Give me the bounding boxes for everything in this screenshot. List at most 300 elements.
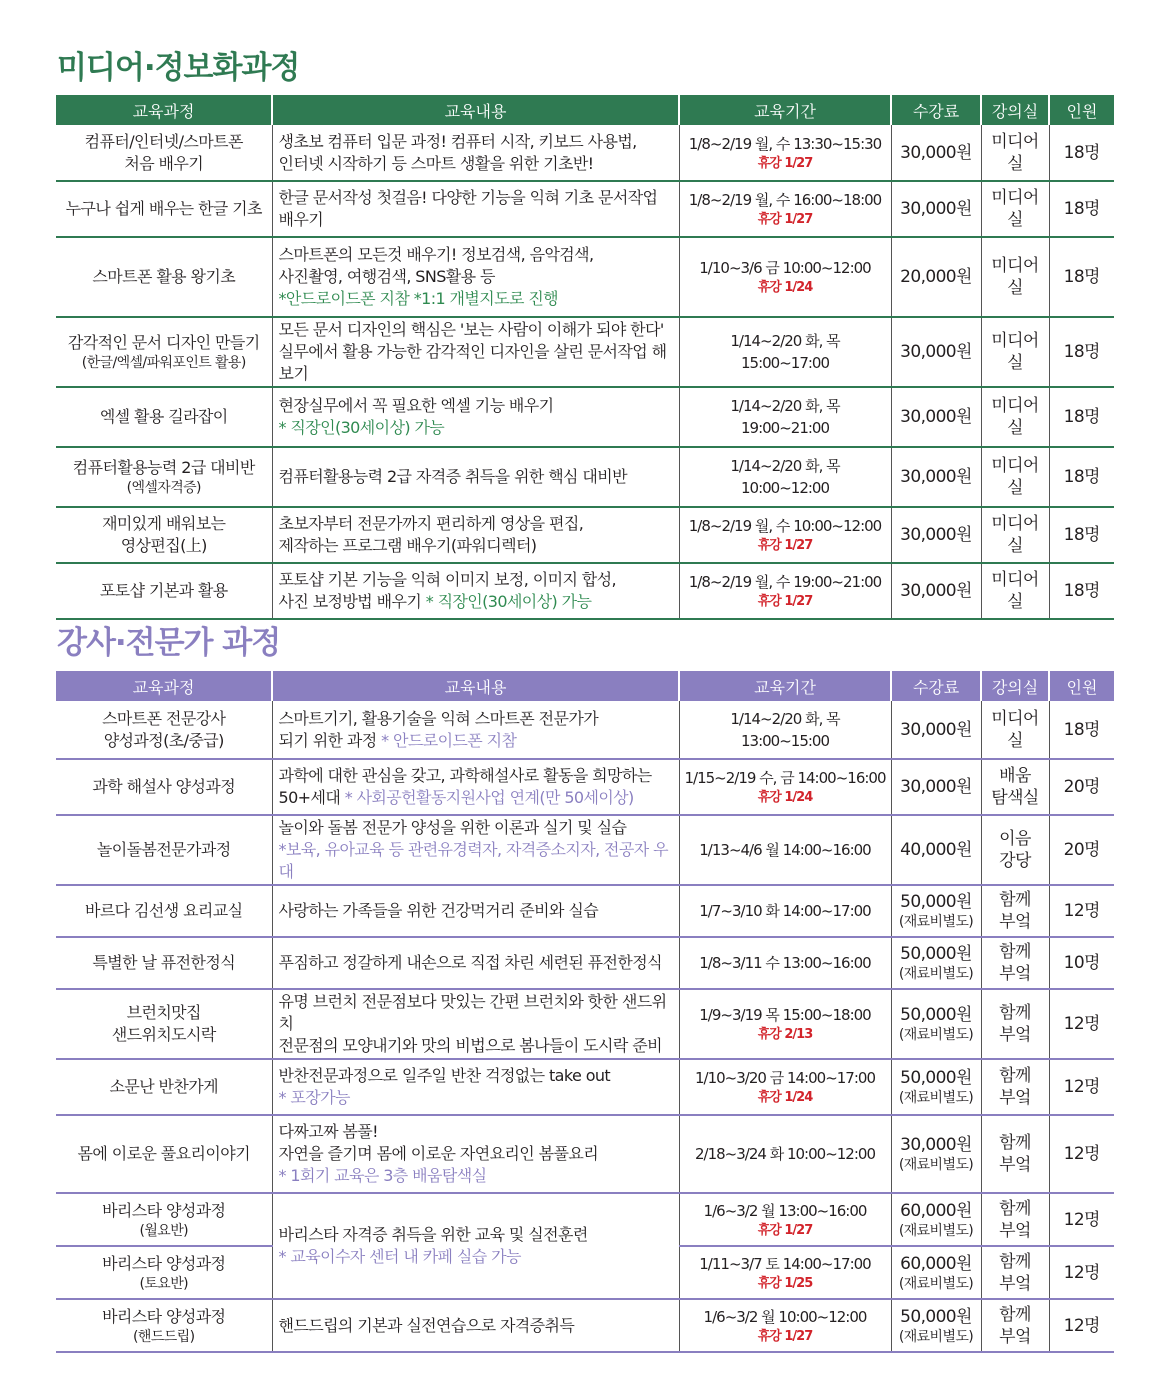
fee-cell: [891, 937, 981, 989]
fee-cell: [891, 447, 981, 507]
room-name: 미디어실: [991, 456, 1039, 498]
room-name: 미디어실: [991, 131, 1039, 174]
media-course-table: [56, 95, 1114, 620]
fee-amount: 30,000원: [900, 525, 972, 545]
period-cell: [679, 885, 891, 937]
course-name: 감각적인 문서 디자인 만들기: [67, 333, 260, 352]
course-name-cell: [56, 237, 272, 317]
column-header: 교육기간: [679, 95, 891, 125]
period-text: 1/14~2/20 화, 목: [730, 332, 840, 350]
table-row: [56, 815, 1114, 885]
room-name: 미디어실: [991, 331, 1039, 373]
room-cell: [981, 125, 1049, 181]
period-text: 1/14~2/20 화, 목: [730, 709, 840, 728]
table-row: [56, 1193, 1114, 1246]
course-content-line: 50+세대 * 사회공헌활동지원사업 연계(만 50세이상): [278, 788, 634, 807]
room-name: 함께: [999, 1304, 1031, 1325]
column-header: 교육내용: [272, 95, 679, 125]
section-title-media: 미디어·정보화과정: [57, 50, 300, 86]
course-subtitle: (엑셀자격증): [126, 480, 201, 496]
course-name: 컴퓨터활용능력 2급 대비반: [72, 458, 255, 477]
table-row: [56, 989, 1114, 1059]
fee-note: (재료비별도): [898, 1157, 974, 1173]
period-cell: [679, 447, 891, 507]
fee-note: (재료비별도): [898, 914, 974, 930]
period-text: 1/8~2/19 월, 수 10:00~12:00: [688, 517, 882, 535]
capacity-cell: 12명: [1049, 885, 1114, 937]
period-cell: [679, 387, 891, 447]
period-text: 1/11~3/7 토 14:00~17:00: [699, 1254, 871, 1273]
period-cell: [679, 125, 891, 181]
fee-amount: 30,000원: [900, 407, 972, 427]
course-content-line: 한글 문서작성 첫걸음! 다양한 기능을 익혀 기초 문서작업 배우기: [278, 188, 658, 229]
table-row: [56, 563, 1114, 619]
period-text: 1/15~2/19 수, 금 14:00~16:00: [684, 769, 886, 787]
capacity-cell: 18명: [1049, 387, 1114, 447]
course-content-cell: [272, 317, 679, 387]
period-text: 1/10~3/6 금 10:00~12:00: [699, 259, 871, 277]
period-cell: [679, 759, 891, 815]
course-content-cell: [272, 1193, 679, 1299]
course-content-line: 자연을 즐기며 몸에 이로운 자연요리인 봄풀요리: [278, 1144, 599, 1163]
room-cell: [981, 1193, 1049, 1246]
table-row: [56, 759, 1114, 815]
column-header: 수강료: [891, 95, 981, 125]
section-title-instructor: 강사·전문가 과정: [57, 625, 281, 661]
capacity-cell: 18명: [1049, 317, 1114, 387]
course-name: 특별한 날 퓨전한정식: [92, 953, 236, 972]
fee-note: (재료비별도): [898, 1275, 974, 1292]
holiday-note: 휴강 1/25: [757, 1275, 813, 1291]
course-note: *안드로이드폰 지참 *1:1 개별지도로 진행: [278, 289, 559, 308]
table-row: [56, 1299, 1114, 1352]
course-name-cell: [56, 563, 272, 619]
room-cell: [981, 815, 1049, 885]
course-name-cell: [56, 815, 272, 885]
fee-cell: [891, 181, 981, 237]
course-content-cell: [272, 1115, 679, 1193]
column-header: 강의실: [981, 671, 1049, 701]
room-name: 부엌: [999, 1220, 1031, 1241]
fee-cell: [891, 759, 981, 815]
course-content-cell: [272, 563, 679, 619]
capacity-cell: 18명: [1049, 507, 1114, 563]
fee-amount: 50,000원: [900, 892, 972, 912]
room-name: 미디어실: [991, 396, 1039, 438]
fee-cell: [891, 1299, 981, 1352]
room-name: 미디어실: [991, 708, 1039, 751]
period-cell: [679, 1115, 891, 1193]
period-text: 1/8~3/11 수 13:00~16:00: [699, 954, 871, 972]
period-text: 1/13~4/6 월 14:00~16:00: [699, 841, 871, 859]
fee-cell: [891, 125, 981, 181]
course-content-line: 스마트폰의 모든것 배우기! 정보검색, 음악검색,: [278, 245, 594, 264]
fee-amount: 50,000원: [900, 1068, 972, 1088]
room-cell: [981, 1299, 1049, 1352]
period-text: 10:00~12:00: [740, 479, 830, 497]
capacity-cell: 18명: [1049, 125, 1114, 181]
course-subtitle: (토요반): [139, 1275, 188, 1292]
capacity-cell: 10명: [1049, 937, 1114, 989]
fee-cell: [891, 563, 981, 619]
column-header: 교육과정: [56, 671, 272, 701]
period-text: 1/10~3/20 금 14:00~17:00: [695, 1069, 875, 1087]
capacity-cell: 12명: [1049, 1246, 1114, 1299]
course-content-line: 사진 보정방법 배우기 * 직장인(30세이상) 가능: [278, 592, 592, 611]
capacity-cell: 20명: [1049, 815, 1114, 885]
capacity-cell: 18명: [1049, 181, 1114, 237]
room-name: 함께: [999, 1251, 1031, 1272]
room-name: 미디어실: [991, 570, 1039, 612]
course-name: 과학 해설사 양성과정: [92, 777, 236, 796]
course-name-cell: [56, 447, 272, 507]
table-header-row: [56, 671, 1114, 701]
capacity-cell: 20명: [1049, 759, 1114, 815]
course-name: 브런치맛집: [126, 1003, 201, 1022]
course-content-line: 모든 문서 디자인의 핵심은 '보는 사람이 이해가 되야 한다': [278, 320, 664, 339]
period-cell: [679, 507, 891, 563]
period-text: 1/8~2/19 월, 수 19:00~21:00: [688, 573, 882, 591]
fee-cell: [891, 1059, 981, 1115]
period-text: 1/7~3/10 화 14:00~17:00: [699, 902, 871, 920]
room-cell: [981, 237, 1049, 317]
table-row: [56, 507, 1114, 563]
fee-note: (재료비별도): [898, 1328, 974, 1345]
room-name: 부엌: [999, 964, 1031, 984]
course-content-line: 놀이와 돌봄 전문가 양성을 위한 이론과 실기 및 실습: [278, 818, 627, 837]
room-name: 부엌: [999, 1326, 1031, 1347]
course-name: 놀이돌봄전문가과정: [96, 840, 231, 859]
room-name: 부엌: [999, 1273, 1031, 1294]
course-name: 몸에 이로운 풀요리이야기: [77, 1144, 250, 1163]
period-cell: [679, 989, 891, 1059]
fee-cell: [891, 815, 981, 885]
room-cell: [981, 181, 1049, 237]
capacity-cell: 12명: [1049, 1115, 1114, 1193]
period-cell: [679, 1246, 891, 1299]
course-content-cell: [272, 701, 679, 759]
fee-note: (재료비별도): [898, 1027, 974, 1043]
course-name: 컴퓨터/인터넷/스마트폰: [84, 131, 243, 151]
room-name: 미디어실: [991, 514, 1039, 556]
period-text: 1/8~2/19 월, 수 13:30~15:30: [688, 134, 882, 153]
holiday-note: 휴강 1/27: [757, 155, 813, 171]
room-name: 함께: [999, 1003, 1031, 1023]
room-name: 강당: [999, 851, 1031, 871]
room-cell: [981, 563, 1049, 619]
room-name: 함께: [999, 1066, 1031, 1086]
course-content-line: 반찬전문과정으로 일주일 반찬 걱정없는 take out: [278, 1066, 611, 1085]
course-content-line: 되기 위한 과정 * 안드로이드폰 지참: [278, 730, 517, 750]
course-content-cell: [272, 759, 679, 815]
course-subtitle: (핸드드립): [133, 1328, 195, 1345]
period-cell: [679, 317, 891, 387]
room-name: 배움: [999, 766, 1031, 786]
course-content-line: 현장실무에서 꼭 필요한 엑셀 기능 배우기: [278, 396, 554, 415]
fee-amount: 30,000원: [900, 467, 972, 487]
course-name-cell: [56, 125, 272, 181]
period-text: 15:00~17:00: [740, 354, 830, 372]
course-name-cell: [56, 989, 272, 1059]
room-cell: [981, 1246, 1049, 1299]
column-header: 수강료: [891, 671, 981, 701]
fee-note: (재료비별도): [898, 966, 974, 982]
course-content-cell: [272, 125, 679, 181]
room-cell: [981, 885, 1049, 937]
capacity-cell: 18명: [1049, 563, 1114, 619]
capacity-cell: 12명: [1049, 1299, 1114, 1352]
room-name: 부엌: [999, 1025, 1031, 1045]
course-content-line: 푸짐하고 정갈하게 내손으로 직접 차린 세련된 퓨전한정식: [278, 953, 662, 972]
course-content-line: 과학에 대한 관심을 갖고, 과학해설사로 활동을 희망하는: [278, 766, 652, 785]
holiday-note: 휴강 1/27: [757, 538, 813, 553]
room-name: 함께: [999, 1198, 1031, 1219]
capacity-cell: 12명: [1049, 1193, 1114, 1246]
fee-amount: 30,000원: [900, 199, 972, 219]
course-content-line: 스마트기기, 활용기술을 익혀 스마트폰 전문가가: [278, 708, 599, 728]
course-content-cell: [272, 815, 679, 885]
fee-cell: [891, 1115, 981, 1193]
capacity-cell: 18명: [1049, 447, 1114, 507]
course-content-cell: [272, 387, 679, 447]
holiday-note: 휴강 1/24: [757, 790, 813, 805]
period-text: 2/18~3/24 화 10:00~12:00: [695, 1145, 875, 1163]
course-content-line: 사진촬영, 여행검색, SNS활용 등: [278, 267, 495, 286]
room-name: 이음: [999, 829, 1031, 849]
course-name: 재미있게 배워보는: [102, 514, 226, 533]
holiday-note: 휴강 1/27: [757, 1222, 813, 1238]
course-name-cell: [56, 885, 272, 937]
room-name: 함께: [999, 942, 1031, 962]
course-name: 포토샵 기본과 활용: [99, 581, 228, 600]
holiday-note: 휴강 1/24: [757, 1090, 813, 1105]
period-text: 1/14~2/20 화, 목: [730, 457, 840, 475]
fee-cell: [891, 237, 981, 317]
room-cell: [981, 387, 1049, 447]
course-content-line: 사랑하는 가족들을 위한 건강먹거리 준비와 실습: [278, 901, 599, 920]
fee-note: (재료비별도): [898, 1090, 974, 1106]
course-name-cell: [56, 1059, 272, 1115]
capacity-cell: 12명: [1049, 989, 1114, 1059]
course-note: * 안드로이드폰 지참: [381, 730, 517, 750]
course-name: 바르다 김선생 요리교실: [84, 901, 243, 920]
room-cell: [981, 317, 1049, 387]
fee-cell: [891, 1193, 981, 1246]
course-content-line: 초보자부터 전문가까지 편리하게 영상을 편집,: [278, 514, 584, 533]
course-content-line: 핸드드립의 기본과 실전연습으로 자격증취득: [278, 1315, 575, 1335]
course-name-cell: [56, 507, 272, 563]
course-name-cell: [56, 387, 272, 447]
period-cell: [679, 563, 891, 619]
fee-amount: 30,000원: [900, 581, 972, 601]
course-name: 샌드위치도시락: [111, 1025, 216, 1044]
fee-cell: [891, 507, 981, 563]
course-name-cell: [56, 937, 272, 989]
course-content-line: 다짜고짜 봄풀!: [278, 1122, 378, 1141]
fee-amount: 30,000원: [900, 342, 972, 362]
room-cell: [981, 937, 1049, 989]
fee-amount: 30,000원: [900, 719, 972, 740]
course-name: 바리스타 양성과정: [102, 1200, 226, 1220]
instructor-course-table: [56, 671, 1114, 1353]
course-content-line: 전문점의 모양내기와 맛의 비법으로 봄나들이 도시락 준비: [278, 1036, 662, 1055]
room-name: 함께: [999, 1133, 1031, 1153]
course-note: * 1회기 교육은 3층 배움탐색실: [278, 1166, 487, 1185]
course-name: 영상편집(上): [120, 536, 207, 555]
table-row: [56, 1059, 1114, 1115]
period-text: 1/9~3/19 목 15:00~18:00: [699, 1006, 871, 1024]
fee-cell: [891, 701, 981, 759]
course-note: * 직장인(30세이상) 가능: [425, 592, 592, 611]
column-header: 인원: [1049, 671, 1114, 701]
column-header: 인원: [1049, 95, 1114, 125]
fee-amount: 60,000원: [900, 1200, 972, 1221]
course-name: 스마트폰 활용 왕기초: [92, 267, 236, 286]
period-text: 1/8~2/19 월, 수 16:00~18:00: [688, 191, 882, 209]
table-header-row: [56, 95, 1114, 125]
course-note: * 포장가능: [278, 1088, 350, 1107]
course-name-cell: [56, 1299, 272, 1352]
course-content-cell: [272, 885, 679, 937]
capacity-cell: 18명: [1049, 701, 1114, 759]
course-content-line: 제작하는 프로그램 배우기(파워디렉터): [278, 536, 537, 555]
course-content-cell: [272, 181, 679, 237]
fee-amount: 30,000원: [900, 777, 972, 797]
room-name: 탐색실: [991, 788, 1039, 808]
course-name: 스마트폰 전문강사: [102, 708, 226, 728]
course-content-line: 인터넷 시작하기 등 스마트 생활을 위한 기초반!: [278, 153, 594, 173]
period-cell: [679, 815, 891, 885]
period-cell: [679, 1059, 891, 1115]
period-cell: [679, 237, 891, 317]
course-note: * 사회공헌활동지원사업 연계(만 50세이상): [344, 788, 634, 807]
table-row: [56, 181, 1114, 237]
course-content-line: 실무에서 활용 가능한 감각적인 디자인을 살린 문서작업 해보기: [278, 342, 667, 383]
column-header: 교육기간: [679, 671, 891, 701]
period-cell: [679, 937, 891, 989]
course-subtitle: (월요반): [139, 1222, 188, 1239]
room-cell: [981, 447, 1049, 507]
course-content-cell: [272, 237, 679, 317]
fee-amount: 40,000원: [900, 840, 972, 860]
room-name: 미디어실: [991, 256, 1039, 298]
course-content-cell: [272, 1059, 679, 1115]
fee-amount: 60,000원: [900, 1253, 972, 1274]
fee-cell: [891, 1246, 981, 1299]
course-name: 처음 배우기: [124, 153, 204, 173]
table-row: [56, 701, 1114, 759]
course-name-cell: [56, 1193, 272, 1246]
room-name: 함께: [999, 890, 1031, 910]
course-content-line: 바리스타 자격증 취득을 위한 교육 및 실전훈련: [278, 1225, 588, 1244]
period-text: 1/14~2/20 화, 목: [730, 397, 840, 415]
fee-amount: 20,000원: [900, 267, 972, 287]
fee-amount: 50,000원: [900, 1005, 972, 1025]
fee-note: (재료비별도): [898, 1222, 974, 1239]
room-name: 부엌: [999, 1155, 1031, 1175]
table-row: [56, 885, 1114, 937]
course-content-line: 유명 브런치 전문점보다 맛있는 간편 브런치와 핫한 샌드위치: [278, 992, 667, 1033]
course-name-cell: [56, 181, 272, 237]
course-name-cell: [56, 1115, 272, 1193]
holiday-note: 휴강 2/13: [757, 1027, 813, 1042]
room-cell: [981, 989, 1049, 1059]
holiday-note: 휴강 1/27: [757, 212, 813, 227]
fee-cell: [891, 387, 981, 447]
course-name: 엑셀 활용 길라잡이: [99, 407, 228, 426]
holiday-note: 휴강 1/27: [757, 594, 813, 609]
course-subtitle: (한글/엑셀/파워포인트 활용): [81, 355, 246, 371]
room-name: 미디어실: [991, 188, 1039, 230]
course-name: 누구나 쉽게 배우는 한글 기초: [65, 199, 262, 218]
course-note: * 교육이수자 센터 내 카페 실습 가능: [278, 1247, 521, 1266]
course-name: 바리스타 양성과정: [102, 1306, 226, 1326]
course-name-cell: [56, 317, 272, 387]
course-content-cell: [272, 1299, 679, 1352]
room-cell: [981, 701, 1049, 759]
course-name-cell: [56, 1246, 272, 1299]
period-text: 19:00~21:00: [740, 419, 830, 437]
room-cell: [981, 759, 1049, 815]
capacity-cell: 18명: [1049, 237, 1114, 317]
course-name: 바리스타 양성과정: [102, 1253, 226, 1273]
course-content-line: 포토샵 기본 기능을 익혀 이미지 보정, 이미지 합성,: [278, 570, 616, 589]
period-text: 1/6~3/2 월 10:00~12:00: [703, 1307, 867, 1326]
table-row: [56, 317, 1114, 387]
period-text: 13:00~15:00: [740, 731, 830, 750]
column-header: 교육과정: [56, 95, 272, 125]
room-name: 부엌: [999, 1088, 1031, 1108]
room-cell: [981, 1059, 1049, 1115]
fee-amount: 50,000원: [900, 1306, 972, 1327]
course-name-cell: [56, 759, 272, 815]
table-row: [56, 387, 1114, 447]
table-row: [56, 1115, 1114, 1193]
fee-amount: 30,000원: [900, 1135, 972, 1155]
course-name-cell: [56, 701, 272, 759]
table-row: [56, 237, 1114, 317]
fee-cell: [891, 885, 981, 937]
period-cell: [679, 1299, 891, 1352]
capacity-cell: 12명: [1049, 1059, 1114, 1115]
course-note: * 직장인(30세이상) 가능: [278, 418, 445, 437]
period-cell: [679, 1193, 891, 1246]
table-row: [56, 937, 1114, 989]
course-name: 양성과정(초/중급): [103, 730, 224, 750]
course-content-cell: [272, 447, 679, 507]
course-content-line: 생초보 컴퓨터 입문 과정! 컴퓨터 시작, 키보드 사용법,: [278, 131, 637, 151]
room-cell: [981, 1115, 1049, 1193]
period-text: 1/6~3/2 월 13:00~16:00: [703, 1201, 867, 1220]
holiday-note: 휴강 1/24: [757, 280, 813, 295]
column-header: 교육내용: [272, 671, 679, 701]
room-name: 부엌: [999, 912, 1031, 932]
period-cell: [679, 701, 891, 759]
table-row: [56, 447, 1114, 507]
column-header: 강의실: [981, 95, 1049, 125]
fee-cell: [891, 989, 981, 1059]
course-content-cell: [272, 507, 679, 563]
holiday-note: 휴강 1/27: [757, 1328, 813, 1344]
course-content-cell: [272, 989, 679, 1059]
table-row: [56, 125, 1114, 181]
fee-amount: 30,000원: [900, 142, 972, 163]
room-cell: [981, 507, 1049, 563]
fee-cell: [891, 317, 981, 387]
course-content-cell: [272, 937, 679, 989]
course-content-line: 컴퓨터활용능력 2급 자격증 취득을 위한 핵심 대비반: [278, 467, 627, 486]
course-name: 소문난 반찬가게: [109, 1077, 218, 1096]
